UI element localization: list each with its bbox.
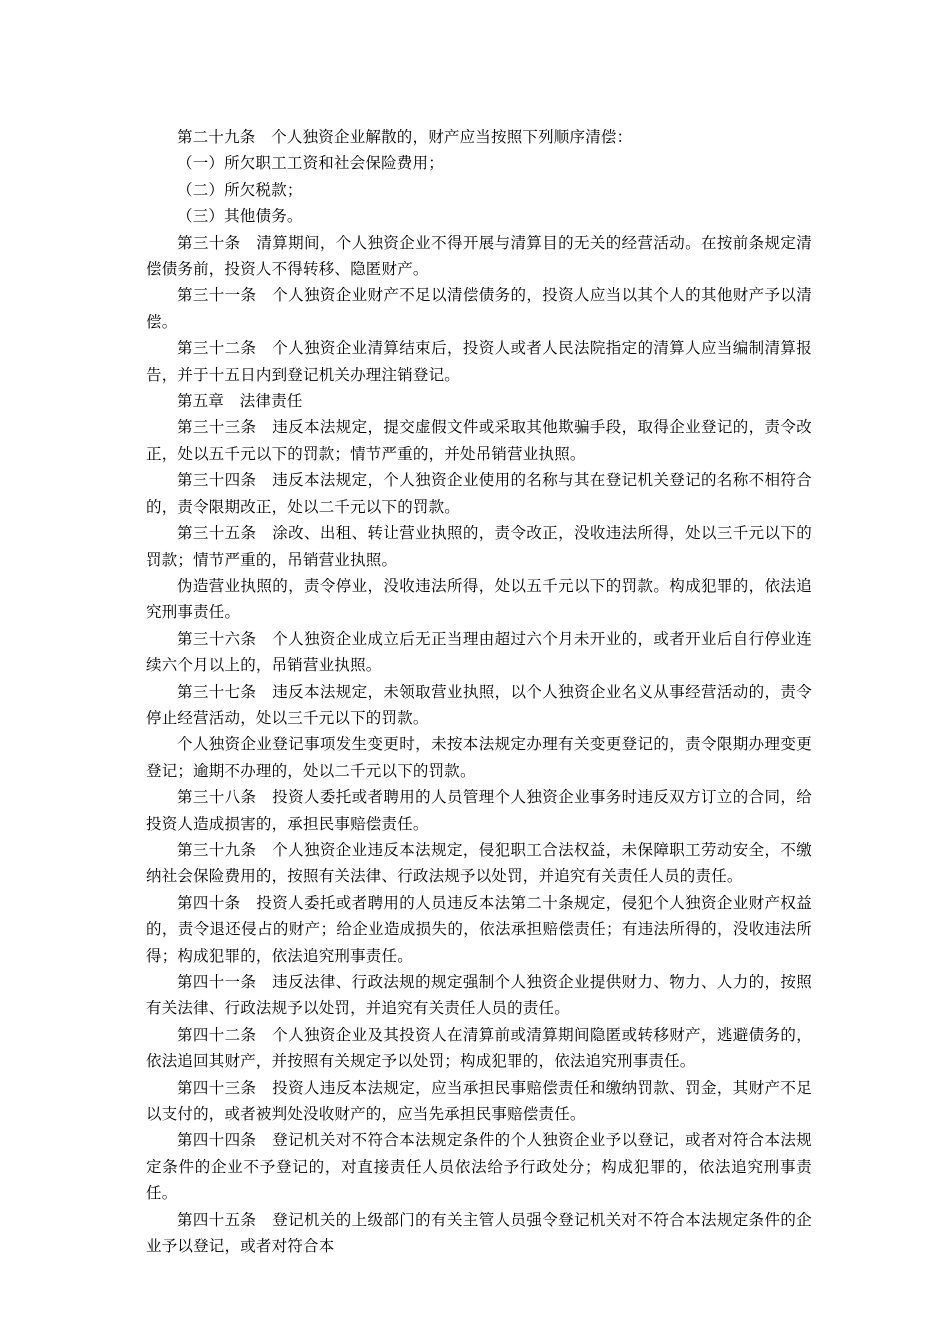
article-37: 第三十七条 违反本法规定，未领取营业执照，以个人独资企业名义从事经营活动的，责令停止经营活动，处以三千元以下的罚款。 xyxy=(146,682,812,727)
article-34: 第三十四条 违反本法规定，个人独资企业使用的名称与其在登记机关登记的名称不相符合的，责令限期改正，处以二千元以下的罚款。 xyxy=(146,471,812,516)
article-29: 第二十九条 个人独资企业解散的，财产应当按照下列顺序清偿： xyxy=(177,128,633,146)
article-39: 第三十九条 个人独资企业违反本法规定，侵犯职工合法权益，未保障职工劳动安全，不缴纳社会保险费用的，按照有关法律、行政法规予以处罚，并追究有关责任人员的责任。 xyxy=(146,840,812,886)
article-37-para-2: 个人独资企业登记事项发生变更时，未按本法规定办理有关变更登记的，责令限期办理变更登记；逾期不办理的，处以二千元以下的罚款。 xyxy=(146,735,812,780)
article-35: 第三十五条 涂改、出租、转让营业执照的，责令改正，没收违法所得，处以三千元以下的罚款；情节严重的，吊销营业执照。 xyxy=(146,524,812,569)
article-42: 第四十二条 个人独资企业及其投资人在清算前或清算期间隐匿或转移财产，逃避债务的，依法追回其财产，并按照有关规定予以处罚；构成犯罪的，依法追究刑事责任。 xyxy=(146,1025,812,1071)
article-29-item-2: （二）所欠税款； xyxy=(177,180,303,199)
article-41: 第四十一条 违反法律、行政法规的规定强制个人独资企业提供财力、物力、人力的，按照有关法律、行政法规予以处罚，并追究有关责任人员的责任。 xyxy=(146,973,812,1018)
article-38: 第三十八条 投资人委托或者聘用的人员管理个人独资企业事务时违反双方订立的合同，给投资人造成损害的，承担民事赔偿责任。 xyxy=(146,788,812,833)
article-32: 第三十二条 个人独资企业清算结束后，投资人或者人民法院指定的清算人应当编制清算报告，并于十五日内到登记机关办理注销登记。 xyxy=(146,339,812,384)
article-35-para-2: 伪造营业执照的，责令停业，没收违法所得，处以五千元以下的罚款。构成犯罪的，依法追究刑事责任。 xyxy=(146,576,812,622)
article-33: 第三十三条 违反本法规定，提交虚假文件或采取其他欺骗手段，取得企业登记的，责令改正，处以五千元以下的罚款；情节严重的，并处吊销营业执照。 xyxy=(146,418,812,463)
article-44: 第四十四条 登记机关对不符合本法规定条件的个人独资企业予以登记，或者对符合本法规定条件的企业不予登记的，对直接责任人员依法给予行政处分；构成犯罪的，依法追究刑事责任。 xyxy=(146,1131,812,1203)
document-body xyxy=(146,124,812,1259)
article-36: 第三十六条 个人独资企业成立后无正当理由超过六个月未开业的，或者开业后自行停业连续六个月以上的，吊销营业执照。 xyxy=(146,629,812,675)
article-40: 第四十条 投资人委托或者聘用的人员违反本法第二十条规定，侵犯个人独资企业财产权益的，责令退还侵占的财产；给企业造成损失的，依法承担赔偿责任；有违法所得的，没收违法所得；构成犯罪的，依法追究刑事责任。 xyxy=(146,893,812,965)
article-30: 第三十条 清算期间，个人独资企业不得开展与清算目的无关的经营活动。在按前条规定清偿债务前，投资人不得转移、隐匿财产。 xyxy=(146,233,812,279)
chapter-5-heading: 第五章 法律责任 xyxy=(177,392,303,411)
article-31: 第三十一条 个人独资企业财产不足以清偿债务的，投资人应当以其个人的其他财产予以清偿。 xyxy=(146,286,812,331)
article-29-item-3: （三）其他债务。 xyxy=(177,207,303,226)
article-29-item-1: （一）所欠职工工资和社会保险费用； xyxy=(177,154,444,173)
article-45: 第四十五条 登记机关的上级部门的有关主管人员强令登记机关对不符合本法规定条件的企业予以登记，或者对符合本 xyxy=(146,1210,812,1256)
article-43: 第四十三条 投资人违反本法规定，应当承担民事赔偿责任和缴纳罚款、罚金，其财产不足以支付的，或者被判处没收财产的，应当先承担民事赔偿责任。 xyxy=(146,1078,812,1124)
